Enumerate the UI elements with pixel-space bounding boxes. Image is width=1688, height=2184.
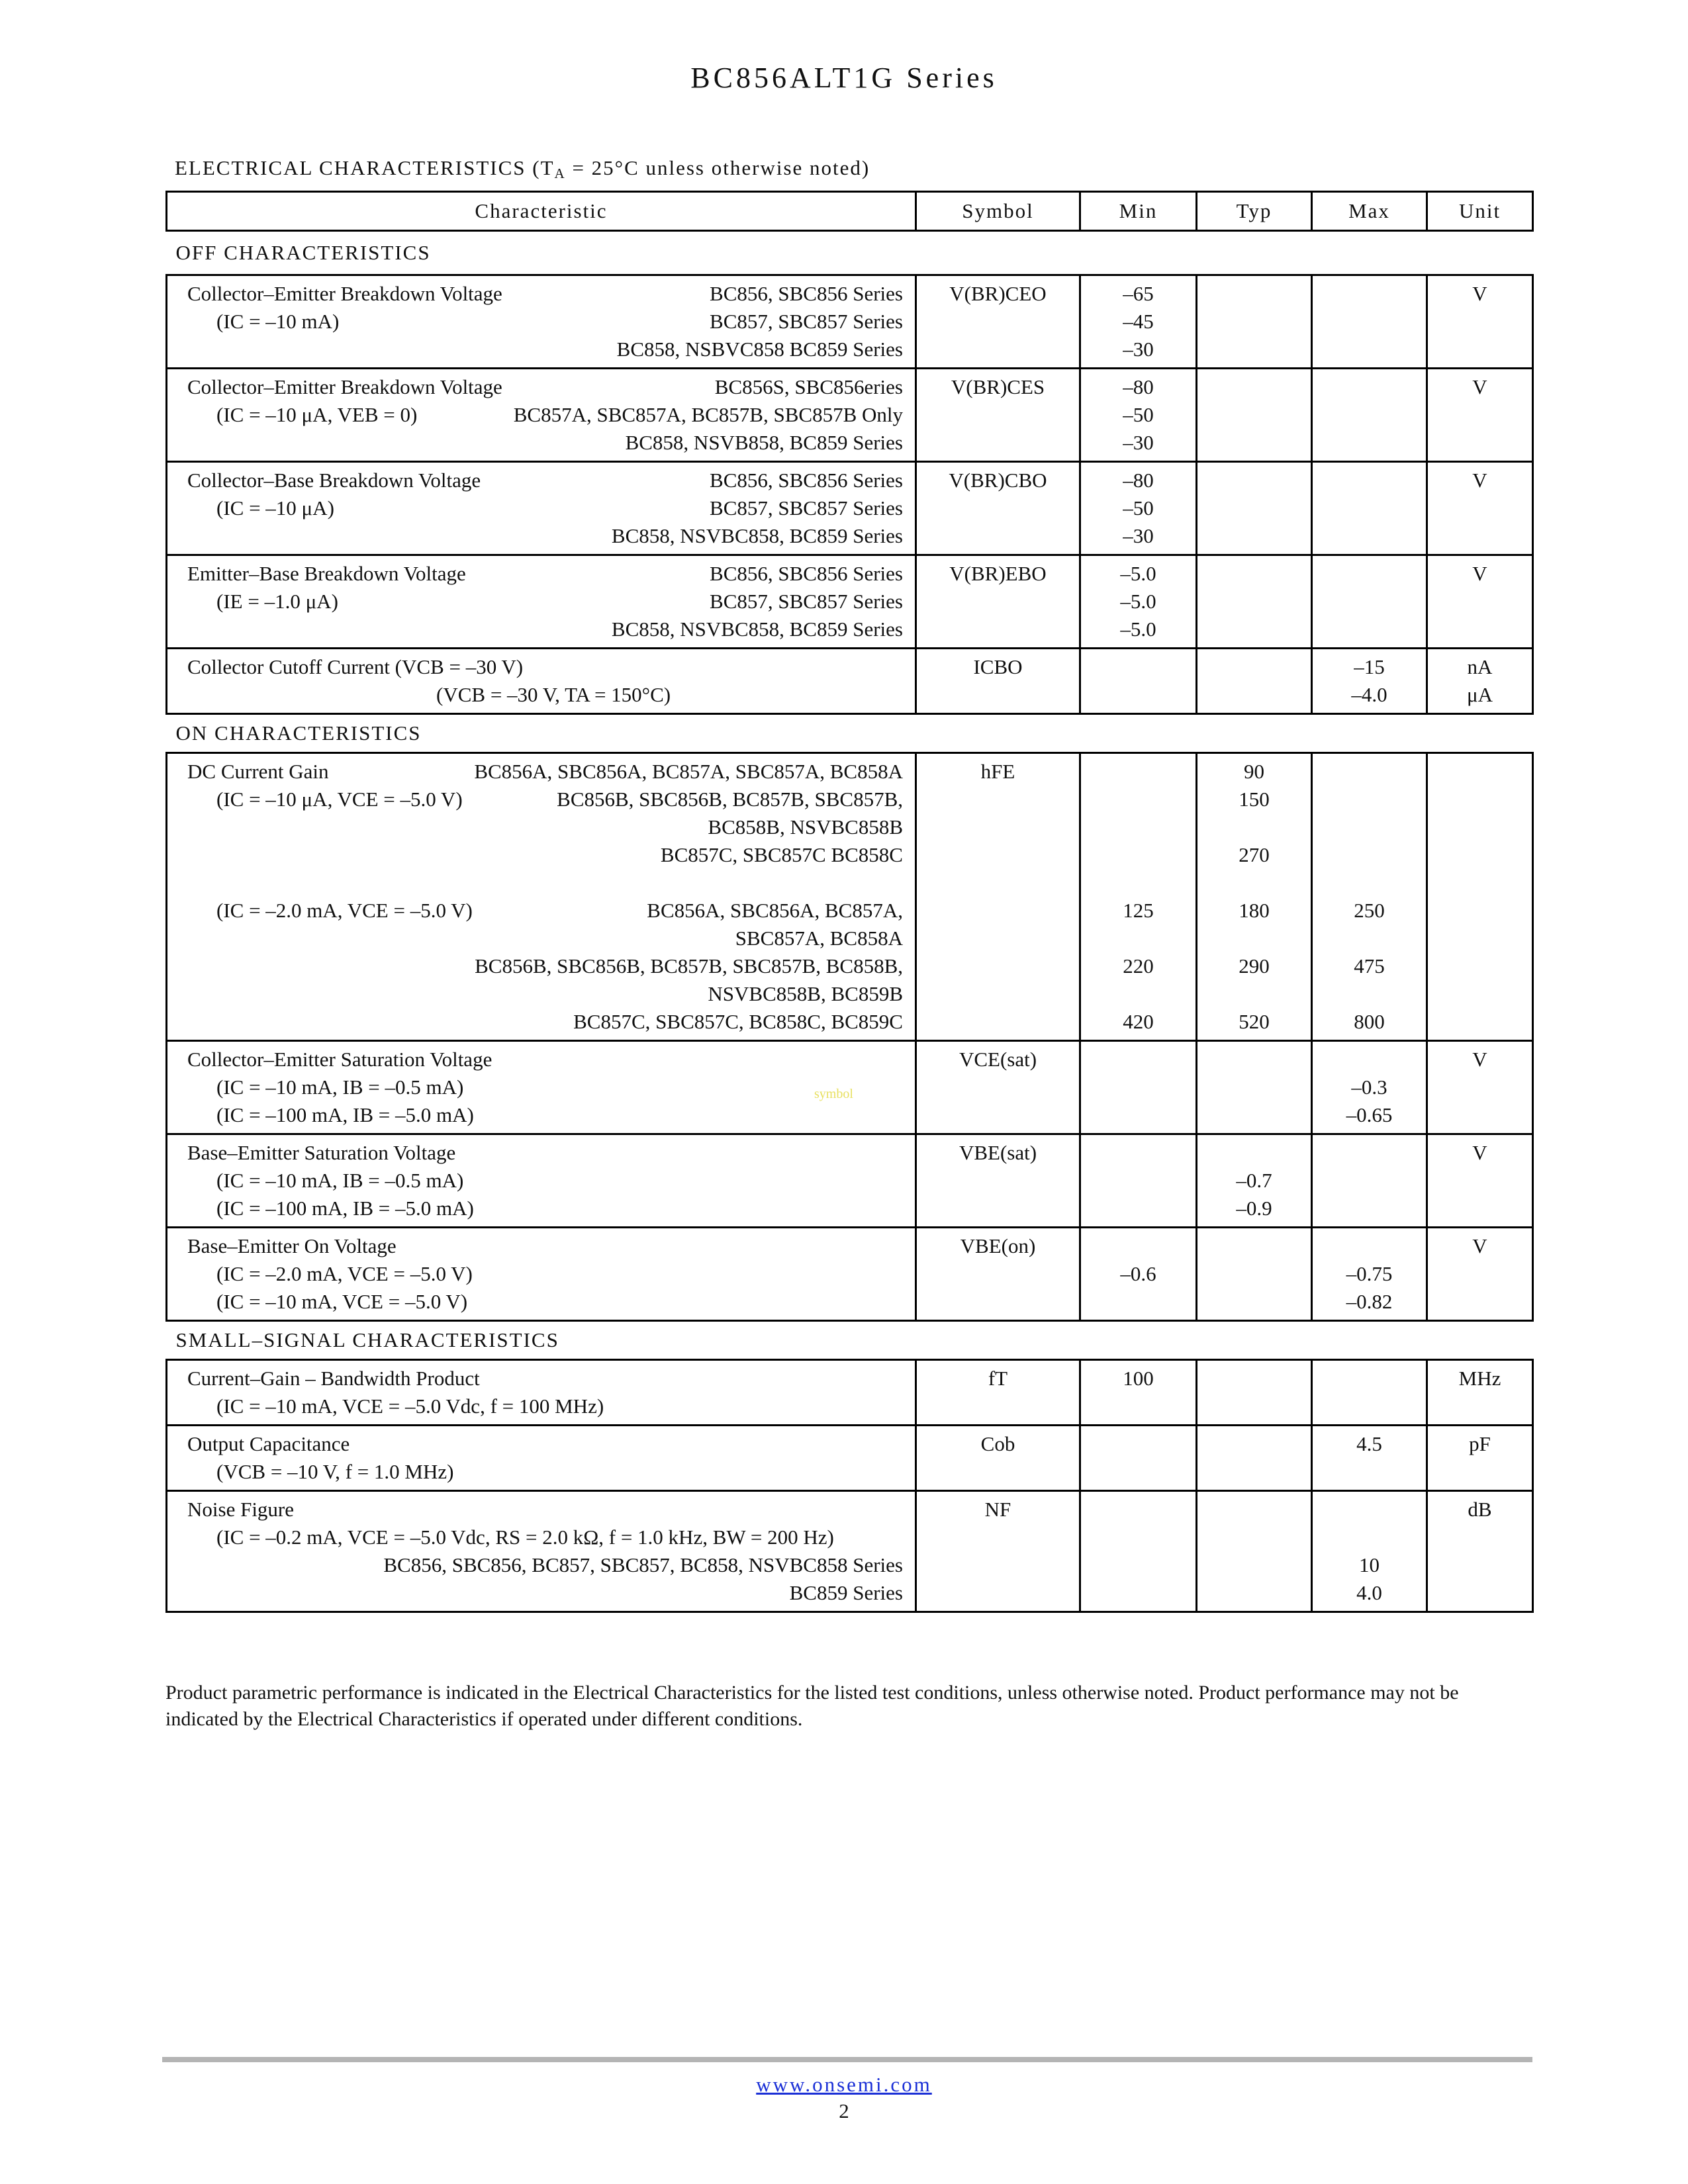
characteristic-cell: Collector–Emitter Breakdown Voltage BC856, SBC856 Series (IC = –10 mA) BC857, SBC857 Series BC858, NSBVC858 BC859 Series	[167, 275, 916, 369]
characteristic-cell: Base–Emitter On Voltage (IC = –2.0 mA, VCE = –5.0 V) (IC = –10 mA, VCE = –5.0 V)	[167, 1228, 916, 1321]
min-cell	[1080, 1491, 1197, 1612]
max-cell: 10 4.0	[1312, 1491, 1427, 1612]
header-max: Max	[1312, 192, 1427, 231]
max-cell	[1312, 1360, 1427, 1426]
min-cell: –80 –50 –30	[1080, 369, 1197, 462]
characteristic-cell: Noise Figure (IC = –0.2 mA, VCE = –5.0 Vdc, RS = 2.0 kΩ, f = 1.0 kHz, BW = 200 Hz) BC856, SBC856, BC857, SBC857, BC858, NSVBC858 Series BC859 Series	[167, 1491, 916, 1612]
max-cell	[1312, 275, 1427, 369]
symbol-cell: V(BR)EBO	[916, 555, 1080, 649]
table-row	[167, 369, 1533, 462]
section-heading: ELECTRICAL CHARACTERISTICS ($T_A = 25^\circ C$ unless otherwise noted)	[175, 156, 870, 181]
unit-cell: V	[1427, 369, 1533, 462]
typ-cell	[1197, 275, 1312, 369]
symbol-cell: V(BR)CBO	[916, 462, 1080, 555]
min-cell: 100	[1080, 1360, 1197, 1426]
header-typ: Typ	[1197, 192, 1312, 231]
symbol-cell: V(BR)CES	[916, 369, 1080, 462]
symbol-cell: fT	[916, 1360, 1080, 1426]
unit-cell: nA μA	[1427, 649, 1533, 714]
min-cell	[1080, 1041, 1197, 1134]
typ-cell	[1197, 555, 1312, 649]
characteristic-cell: Base–Emitter Saturation Voltage (IC = –10 mA, IB = –0.5 mA) (IC = –100 mA, IB = –5.0 mA)	[167, 1134, 916, 1228]
symbol-cell: ICBO	[916, 649, 1080, 714]
symbol-cell: VBE(sat)	[916, 1134, 1080, 1228]
max-cell: 4.5	[1312, 1426, 1427, 1491]
characteristic-cell: Collector–Emitter Saturation Voltage (IC = –10 mA, IB = –0.5 mA) (IC = –100 mA, IB = –5.0 mA)	[167, 1041, 916, 1134]
header-row	[167, 192, 1533, 231]
min-cell: 125 220 420	[1080, 753, 1197, 1041]
max-cell: –15 –4.0	[1312, 649, 1427, 714]
max-cell	[1312, 1134, 1427, 1228]
footnote: Product parametric performance is indicated in the Electrical Characteristics for the listed test conditions, unless otherwise noted. Product performance may not be indicated by the Electrical Characteristics if operated under different conditions.	[165, 1682, 1459, 1730]
unit-cell: V	[1427, 462, 1533, 555]
typ-cell	[1197, 1041, 1312, 1134]
footer-divider	[162, 2057, 1532, 2062]
group-heading-on: ON CHARACTERISTICS	[167, 714, 1533, 753]
header-symbol: Symbol	[916, 192, 1080, 231]
characteristic-cell: Collector–Base Breakdown Voltage BC856, SBC856 Series (IC = –10 μA) BC857, SBC857 Series BC858, NSVBC858, BC859 Series	[167, 462, 916, 555]
typ-cell	[1197, 649, 1312, 714]
group-heading-off: OFF CHARACTERISTICS	[167, 231, 1533, 275]
characteristic-cell: Collector–Emitter Breakdown Voltage BC856S, SBC856eries (IC = –10 μA, VEB = 0) BC857A, SBC857A, BC857B, SBC857B Only BC858, NSVB858, BC859 Series	[167, 369, 916, 462]
symbol-cell: VBE(on)	[916, 1228, 1080, 1321]
symbol-cell: Cob	[916, 1426, 1080, 1491]
table-row	[167, 1228, 1533, 1321]
table-row	[167, 649, 1533, 714]
typ-cell	[1197, 1360, 1312, 1426]
header-characteristic: Characteristic	[167, 192, 916, 231]
max-cell: –0.3 –0.65	[1312, 1041, 1427, 1134]
typ-cell	[1197, 1228, 1312, 1321]
min-cell: –80 –50 –30	[1080, 462, 1197, 555]
symbol-cell: NF	[916, 1491, 1080, 1612]
electrical-characteristics-table	[165, 191, 1534, 1613]
min-cell: –0.6	[1080, 1228, 1197, 1321]
min-cell	[1080, 1134, 1197, 1228]
footer-link[interactable]: www.onsemi.com	[756, 2073, 932, 2096]
max-cell: 250 475 800	[1312, 753, 1427, 1041]
table-row	[167, 462, 1533, 555]
typ-cell	[1197, 369, 1312, 462]
typ-cell: 90 150 270 180 290 520	[1197, 753, 1312, 1041]
characteristic-cell: DC Current Gain BC856A, SBC856A, BC857A, SBC857A, BC858A (IC = –10 μA, VCE = –5.0 V) BC856B, SBC856B, BC857B, SBC857B, BC858B, NSVBC858B BC857C, SBC857C BC858C (IC = –2.0 mA, VCE = –5.0 V) BC856A, SBC856A, BC857A, SBC857A, BC858A BC856B, SBC856B, BC857B, SBC857B, BC858B, NSVBC858B, BC859B BC857C, SBC857C, BC858C, BC859C	[167, 753, 916, 1041]
header-min: Min	[1080, 192, 1197, 231]
typ-cell	[1197, 1491, 1312, 1612]
group-heading-small-signal: SMALL–SIGNAL CHARACTERISTICS	[167, 1321, 1533, 1360]
typ-cell: –0.7 –0.9	[1197, 1134, 1312, 1228]
max-cell: –0.75 –0.82	[1312, 1228, 1427, 1321]
max-cell	[1312, 369, 1427, 462]
characteristic-cell: Current–Gain – Bandwidth Product (IC = –10 mA, VCE = –5.0 Vdc, f = 100 MHz)	[167, 1360, 916, 1426]
stray-mark: symbol	[814, 1087, 853, 1101]
page-title: BC856ALT1G Series	[690, 62, 998, 94]
unit-cell: V	[1427, 555, 1533, 649]
min-cell	[1080, 649, 1197, 714]
unit-cell: pF	[1427, 1426, 1533, 1491]
symbol-cell: VCE(sat)	[916, 1041, 1080, 1134]
unit-cell: V	[1427, 1134, 1533, 1228]
unit-cell: V	[1427, 275, 1533, 369]
page-number: 2	[839, 2099, 849, 2122]
table-row	[167, 1360, 1533, 1426]
table-row	[167, 555, 1533, 649]
unit-cell: MHz	[1427, 1360, 1533, 1426]
header-unit: Unit	[1427, 192, 1533, 231]
min-cell: –5.0 –5.0 –5.0	[1080, 555, 1197, 649]
characteristic-cell: Collector Cutoff Current (VCB = –30 V) (VCB = –30 V, TA = 150°C)	[167, 649, 916, 714]
unit-cell	[1427, 753, 1533, 1041]
typ-cell	[1197, 462, 1312, 555]
unit-cell: V	[1427, 1041, 1533, 1134]
characteristic-cell: Output Capacitance (VCB = –10 V, f = 1.0 MHz)	[167, 1426, 916, 1491]
table-row	[167, 275, 1533, 369]
symbol-cell: V(BR)CEO	[916, 275, 1080, 369]
typ-cell	[1197, 1426, 1312, 1491]
table-row	[167, 753, 1533, 1041]
table-row	[167, 1491, 1533, 1612]
max-cell	[1312, 555, 1427, 649]
table-row	[167, 1134, 1533, 1228]
characteristic-cell: Emitter–Base Breakdown Voltage BC856, SBC856 Series (IE = –1.0 μA) BC857, SBC857 Series BC858, NSVBC858, BC859 Series	[167, 555, 916, 649]
table-row	[167, 1426, 1533, 1491]
min-cell: –65 –45 –30	[1080, 275, 1197, 369]
unit-cell: dB	[1427, 1491, 1533, 1612]
min-cell	[1080, 1426, 1197, 1491]
symbol-cell: hFE	[916, 753, 1080, 1041]
unit-cell: V	[1427, 1228, 1533, 1321]
max-cell	[1312, 462, 1427, 555]
